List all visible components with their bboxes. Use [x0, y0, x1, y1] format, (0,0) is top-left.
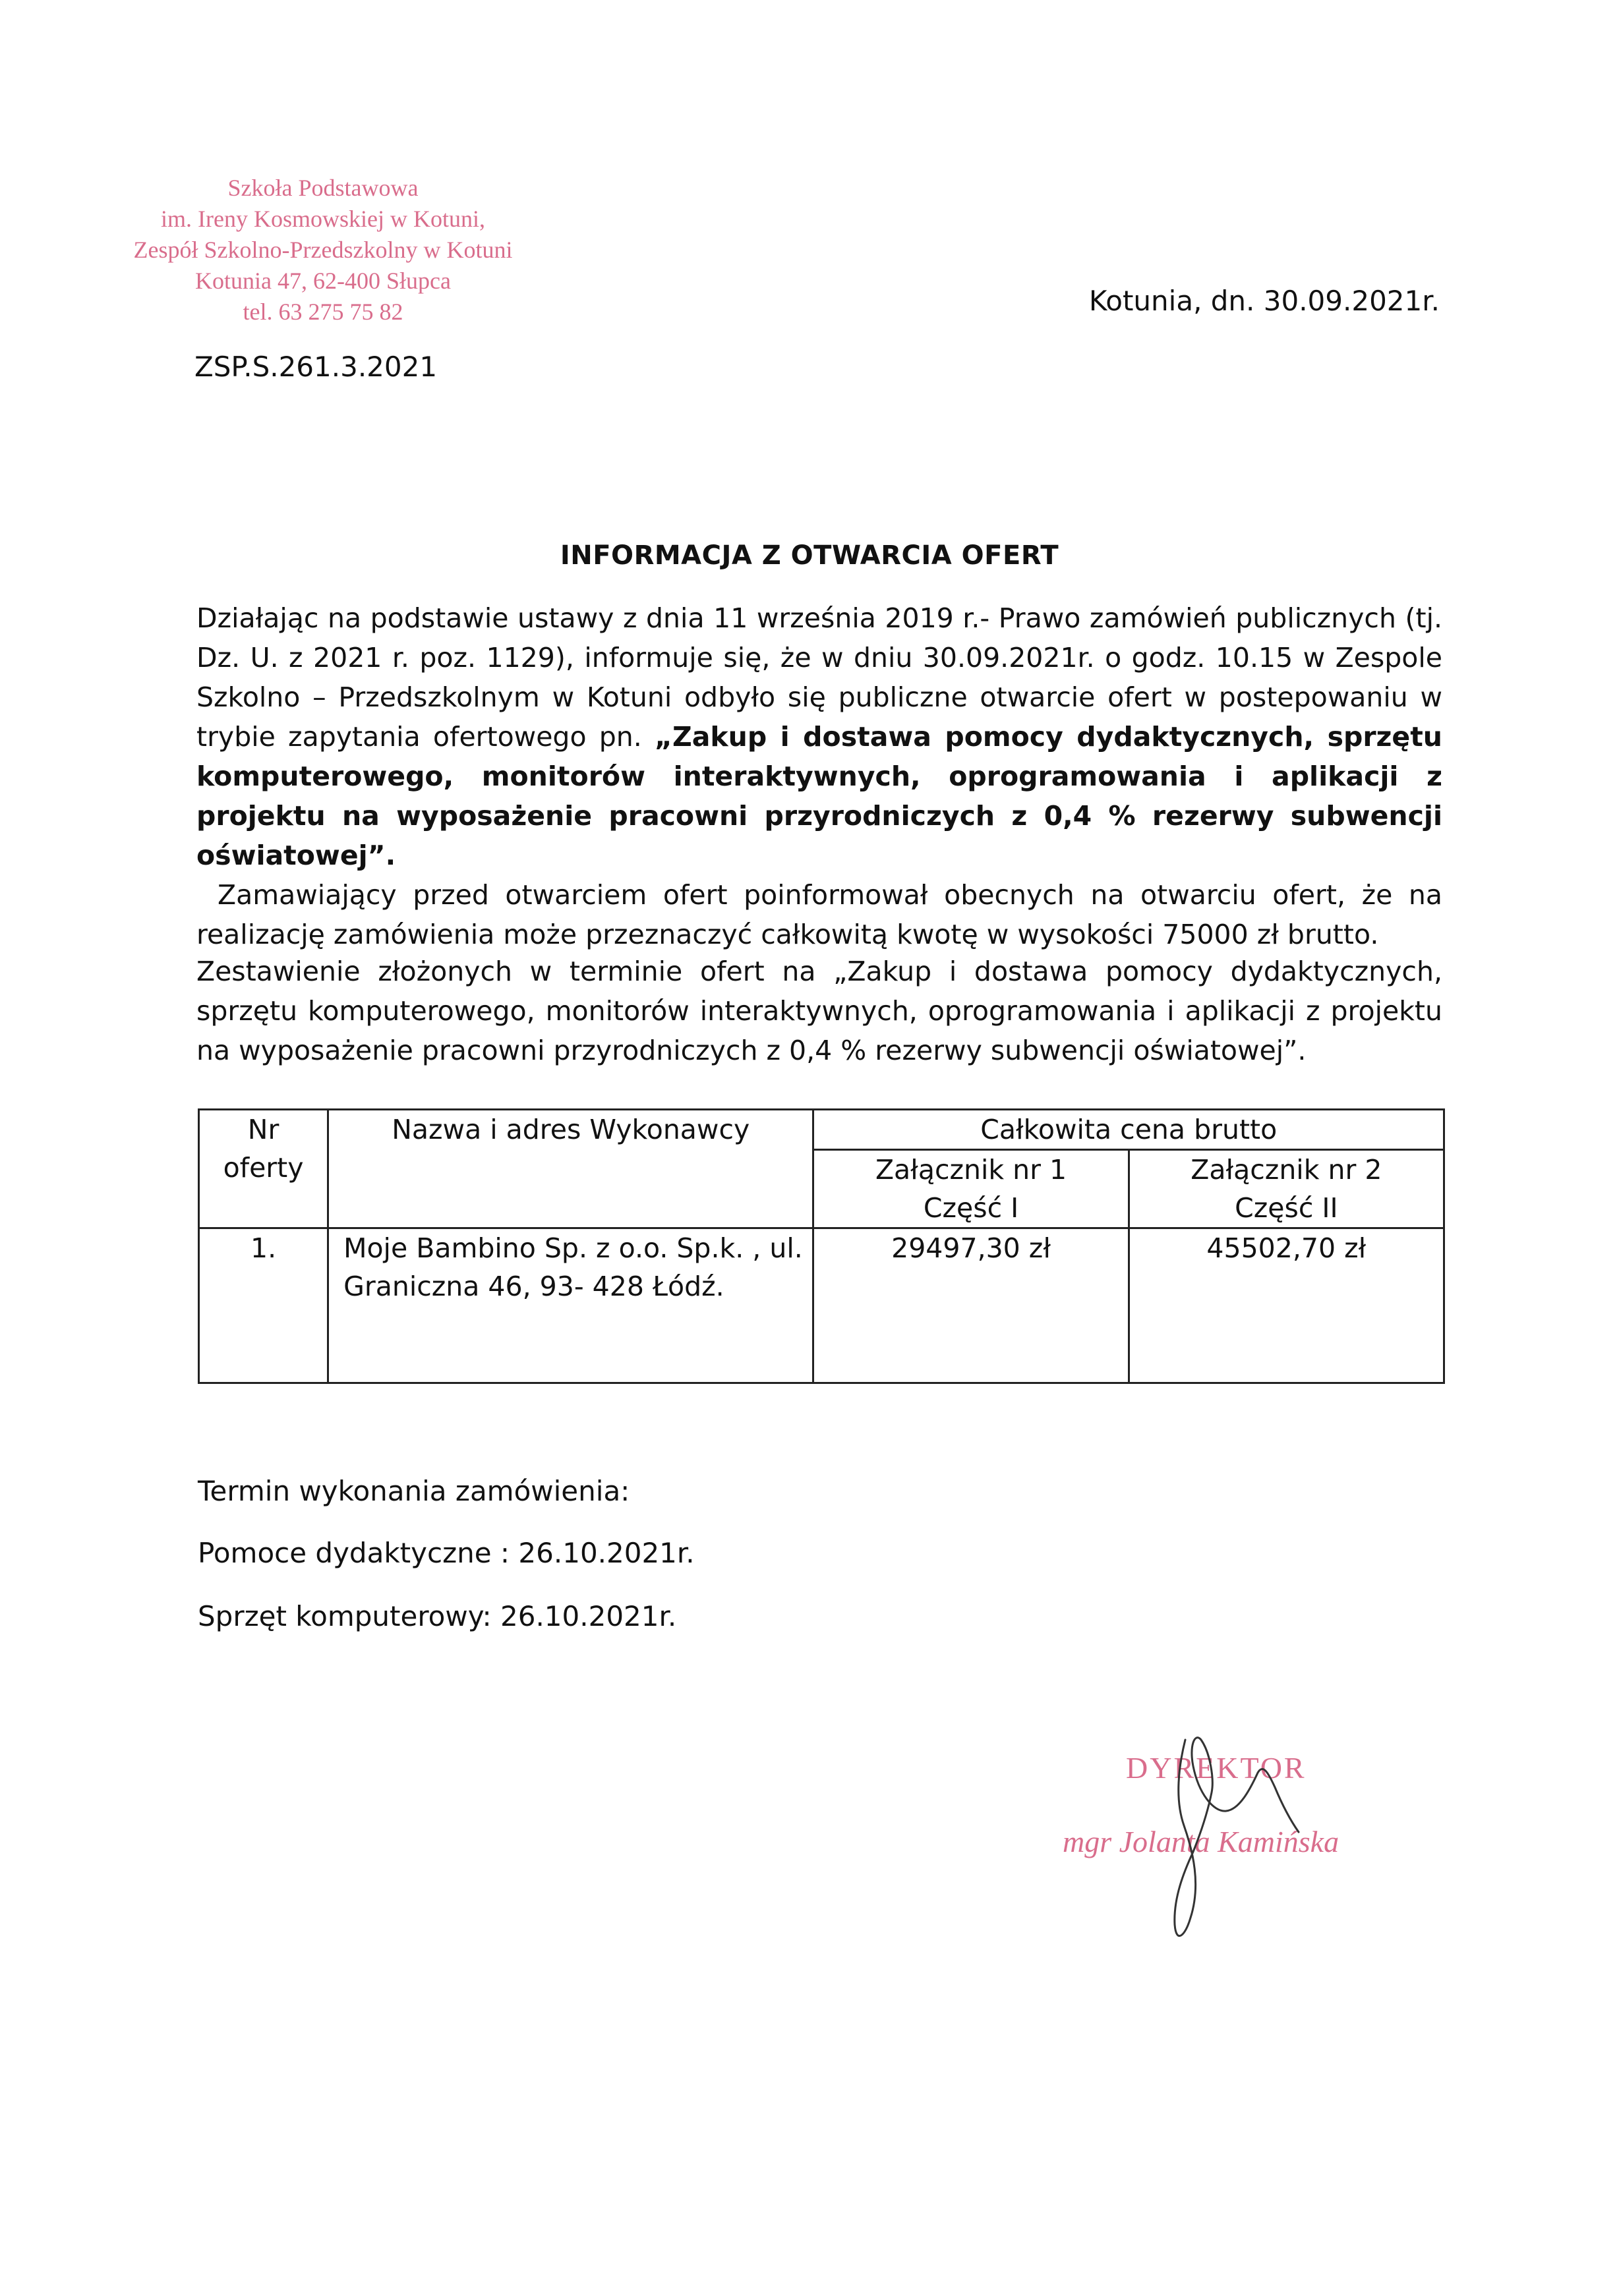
contractor-name — [328, 1228, 813, 1383]
contractor-name-line1: Moje Bambino Sp. z o.o. Sp.k. , ul. — [343, 1232, 803, 1264]
paragraph-opening — [196, 598, 1442, 954]
procurement-name: „Zakup i dostawa pomocy dydaktycznych, sprzętu komputerowego, monitorów interaktywnych, oprogramowania i aplikacji z projektu na wyposażenie pracowni przyrodniczych z 0,4 % rezerwy subwencji oświatowej”. — [196, 721, 1442, 871]
header-oferty: oferty — [223, 1152, 304, 1184]
stamp-line-school: Szkoła Podstawowa — [227, 175, 419, 201]
signature-name: mgr Jolanta Kamińska — [1063, 1825, 1339, 1858]
handwritten-signature-icon — [1028, 1727, 1398, 1951]
header-part-2-label: Część II — [1235, 1192, 1338, 1224]
signature-block — [1028, 1727, 1398, 1951]
paragraph-budget: Zamawiający przed otwarciem ofert poinformował obecnych na otwarciu ofert, że na realizację zamówienia może przeznaczyć całkowitą kwotę w wysokości 75000 zł brutto. — [196, 879, 1442, 950]
terms-heading: Termin wykonania zamówienia: — [198, 1475, 630, 1507]
document-date: Kotunia, dn. 30.09.2021r. — [1088, 285, 1440, 317]
stamp-line-complex: Zespół Szkolno-Przedszkolny w Kotuni — [133, 237, 513, 263]
header-offer-number — [199, 1110, 328, 1228]
reference-number: ZSP.S.261.3.2021 — [194, 351, 438, 383]
document-title: INFORMACJA Z OTWARCIA OFERT — [560, 540, 1059, 571]
header-part-1-label: Część I — [923, 1192, 1019, 1224]
header-contractor: Nazwa i adres Wykonawcy — [328, 1110, 813, 1228]
price-part-1: 29497,30 zł — [813, 1228, 1129, 1383]
terms-computer-equipment: Sprzęt komputerowy: 26.10.2021r. — [198, 1600, 677, 1632]
header-nr: Nr — [247, 1114, 280, 1145]
price-part-2: 45502,70 zł — [1129, 1228, 1444, 1383]
stamp-line-address: Kotunia 47, 62-400 Słupca — [195, 268, 451, 294]
table-row — [199, 1228, 1444, 1383]
header-part-2 — [1129, 1150, 1444, 1228]
paragraph-summary: Zestawienie złożonych w terminie ofert na „Zakup i dostawa pomocy dydaktycznych, sprzętu komputerowego, monitorów interaktywnych, oprogramowania i aplikacji z projektu na wyposażenie pracowni przyrodniczych z 0,4 % rezerwy subwencji oświatowej”. — [196, 956, 1442, 1066]
school-stamp — [66, 173, 580, 328]
header-part-2-attachment: Załącznik nr 2 — [1191, 1154, 1382, 1186]
stamp-line-phone: tel. 63 275 75 82 — [243, 299, 403, 325]
table-header-row — [199, 1110, 1444, 1150]
offers-table — [198, 1108, 1445, 1384]
contractor-name-line2: Graniczna 46, 93- 428 Łódź. — [343, 1271, 724, 1302]
header-part-1 — [813, 1150, 1129, 1228]
stamp-line-patron: im. Ireny Kosmowskiej w Kotuni, — [161, 206, 485, 232]
offer-number: 1. — [199, 1228, 328, 1383]
signature-title: DYREKTOR — [1126, 1751, 1307, 1785]
header-part-1-attachment: Załącznik nr 1 — [875, 1154, 1067, 1186]
terms-teaching-aids: Pomoce dydaktyczne : 26.10.2021r. — [198, 1537, 695, 1569]
header-total-price: Całkowita cena brutto — [813, 1110, 1444, 1150]
paragraph-opening-intro: Działając na podstawie ustawy z dnia 11 września 2019 r.- Prawo zamówień publicznych (tj. Dz. U. z 2021 r. poz. 1129), informuje się, że w dniu 30.09.2021r. o godz. 10.15 w Zespole Szkolno – Przedszkolnym w Kotuni odbyło się publiczne otwarcie ofert w postepowaniu w trybie zapytania ofertowego pn. — [196, 602, 1442, 753]
